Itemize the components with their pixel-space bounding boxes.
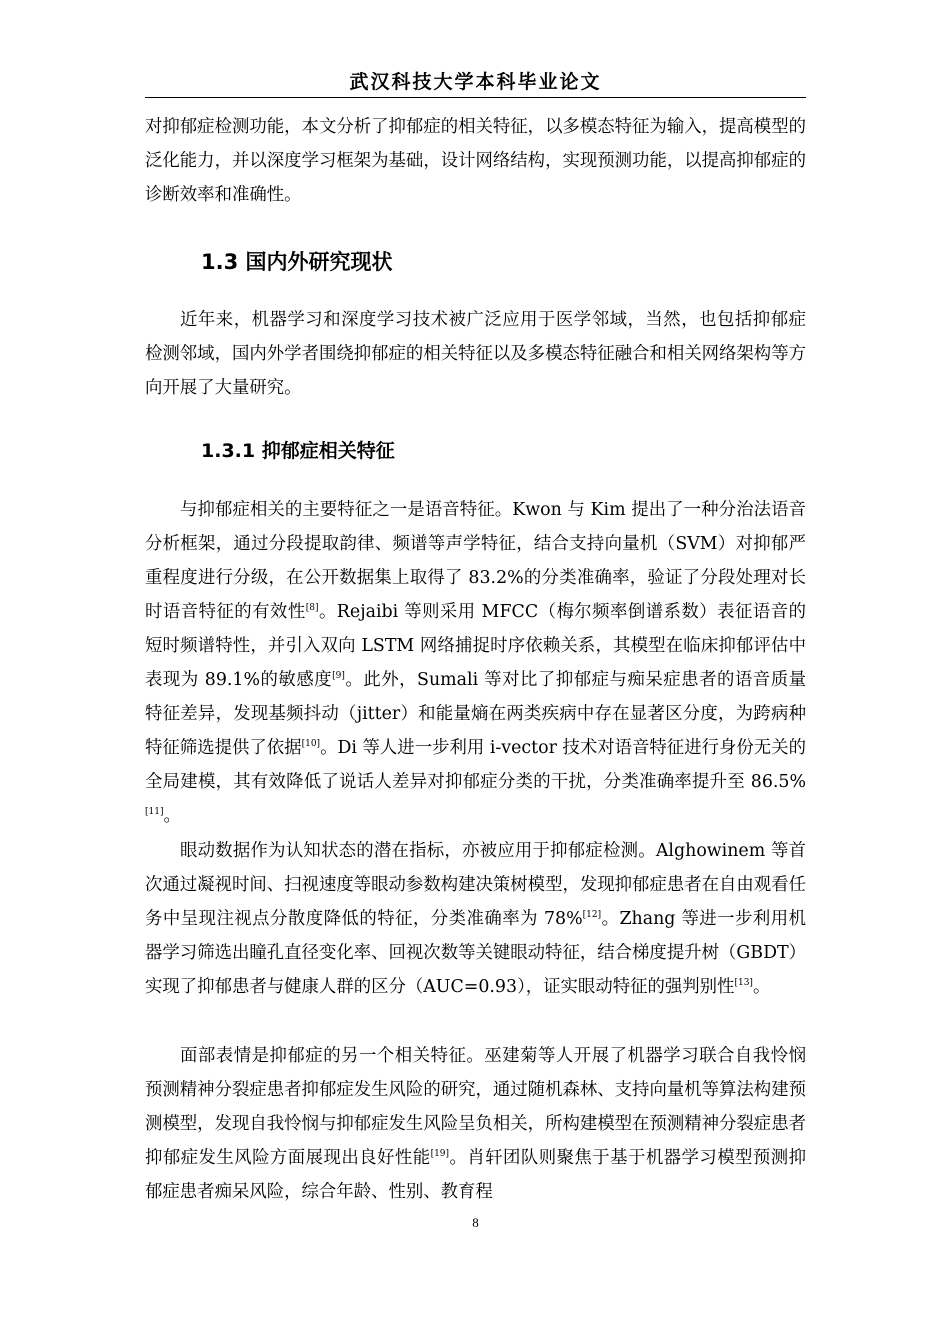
text-segment: 与抑郁症相关的主要特征之一是语音特征。Kwon 与 Kim 提出了一种分治法语音分析框架，通过分段提取韵律、频谱等声学特征，结合支持向量机（SVM）对抑郁严重程度进行分级，在公开数据集上取得了 83.2%的分类准确率，验证了分段处理对长时语音特征的有效性: [145, 500, 806, 622]
paragraph-speech-features: [145, 493, 806, 833]
citation: [19]: [430, 1149, 450, 1159]
subsection-heading-1-3-1: 1.3.1 抑郁症相关特征: [201, 440, 395, 462]
citation: [8]: [305, 603, 319, 613]
citation: [9]: [332, 671, 345, 681]
text-segment: 。: [752, 977, 771, 997]
running-header: 武汉科技大学本科毕业论文: [349, 71, 602, 93]
citation: [13]: [734, 978, 753, 988]
text-segment: 。此外，Sumali 等对比了抑郁症与痴呆症患者的语音质量特征差异，发现基频抖动（jitter）和能量熵在两类疾病中存在显著区分度，为跨病种特征筛选提供了依据: [145, 670, 806, 758]
paragraph-research-overview: 近年来，机器学习和深度学习技术被广泛应用于医学邻域，当然，也包括抑郁症检测邻域，国内外学者围绕抑郁症的相关特征以及多模态特征融合和相关网络架构等方向开展了大量研究。: [145, 310, 806, 398]
text-segment: 。Zhang 等进一步利用机器学习筛选出瞳孔直径变化率、回视次数等关键眼动特征，结合梯度提升树（GBDT）实现了抑郁患者与健康人群的区分（AUC=0.93），证实眼动特征的强判别性: [145, 909, 807, 997]
header-rule: [145, 97, 806, 98]
text-segment: 眼动数据作为认知状态的潜在指标，亦被应用于抑郁症检测。Alghowinem 等首次通过凝视时间、扫视速度等眼动参数构建决策树模型，发现抑郁症患者在自由观看任务中呈现注视点分散度降低的特征，分类准确率为 78%: [145, 841, 806, 929]
paragraph-facial-expression: [145, 1039, 806, 1209]
text-segment: 。: [163, 806, 181, 826]
page-number: 8: [472, 1215, 479, 1230]
text-segment: 面部表情是抑郁症的另一个相关特征。巫建菊等人开展了机器学习联合自我怜悯预测精神分裂症患者抑郁症发生风险的研究，通过随机森林、支持向量机等算法构建预测模型，发现自我怜悯与抑郁症发生风险呈负相关，所构建模型在预测精神分裂症患者抑郁症发生风险方面展现出良好性能: [145, 1046, 806, 1168]
citation: [12]: [582, 910, 602, 920]
text-segment: 。Rejaibi 等则采用 MFCC（梅尔频率倒谱系数）表征语音的短时频谱特性，并引入双向 LSTM 网络捕捉时序依赖关系，其模型在临床抑郁评估中表现为 89.1%的敏感度: [145, 602, 806, 690]
paragraph-intro-continuation: 对抑郁症检测功能，本文分析了抑郁症的相关特征，以多模态特征为输入，提高模型的泛化能力，并以深度学习框架为基础，设计网络结构，实现预测功能，以提高抑郁症的诊断效率和准确性。: [145, 117, 806, 205]
text-segment: 。Di 等人进一步利用 i-vector 技术对语音特征进行身份无关的全局建模，其有效降低了说话人差异对抑郁症分类的干扰，分类准确率提升至 86.5%: [145, 738, 806, 792]
citation: [11]: [145, 807, 164, 817]
text-segment: 。肖轩团队则聚焦于基于机器学习模型预测抑郁症患者痴呆风险，综合年龄、性别、教育程: [145, 1148, 806, 1202]
paragraph-eye-movement: [145, 834, 806, 1004]
section-heading-1-3: 1.3 国内外研究现状: [201, 250, 393, 274]
citation: [10]: [301, 739, 321, 749]
